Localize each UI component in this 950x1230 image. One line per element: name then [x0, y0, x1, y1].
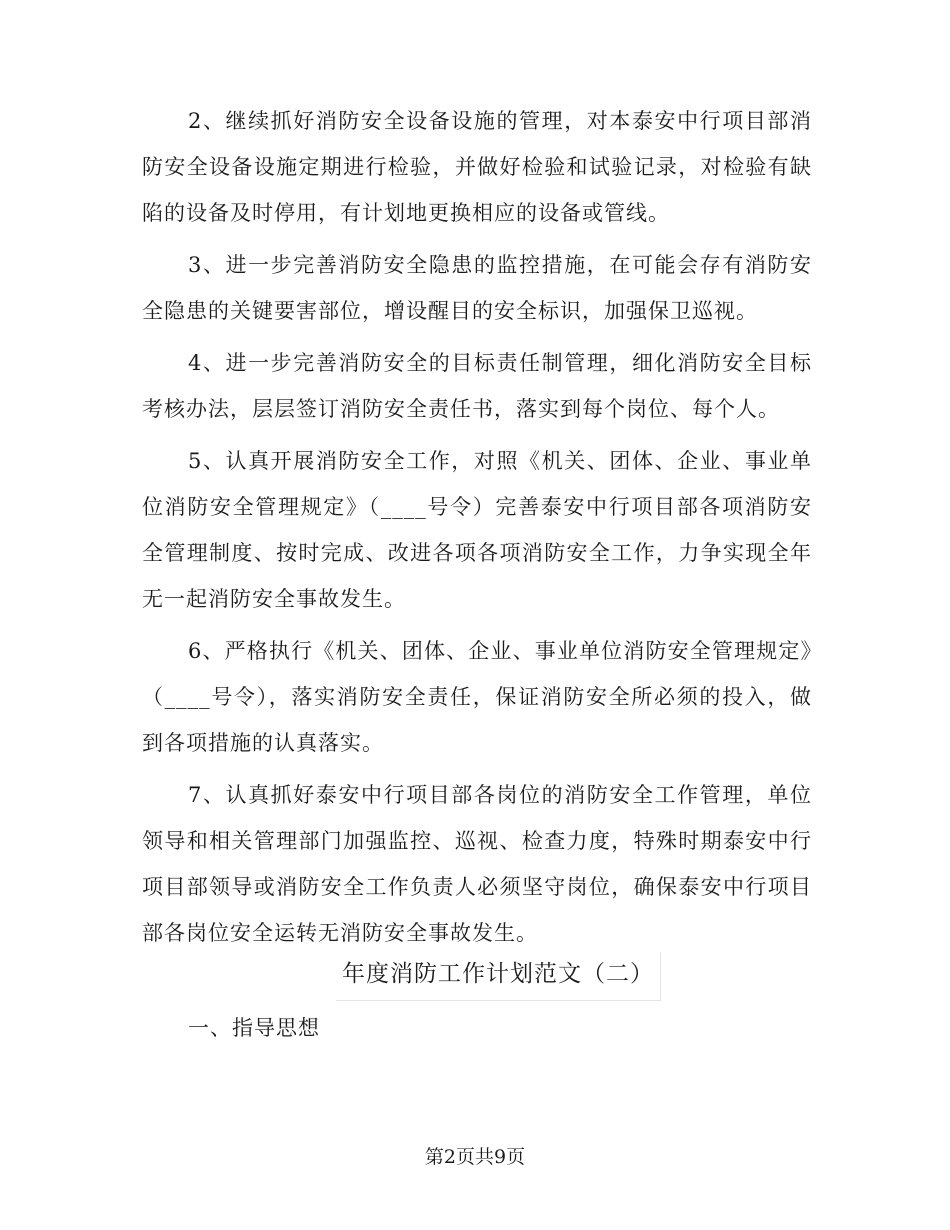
- section-title: 年度消防工作计划范文（二）: [336, 952, 661, 1001]
- paragraph-item-2: 2、继续抓好消防安全设备设施的管理，对本泰安中行项目部消防安全设备设施定期进行检验，并做好检验和试验记录，对检验有缺陷的设备及时停用，有计划地更换相应的设备或管线。: [142, 109, 812, 225]
- section-heading: 一、指导思想: [188, 1016, 320, 1040]
- paragraph-item-6: 6、严格执行《机关、团体、企业、事业单位消防安全管理规定》（____号令），落实消防安全责任，保证消防安全所必须的投入，做到各项措施的认真落实。: [142, 639, 812, 755]
- paragraph-item-7: 7、认真抓好泰安中行项目部各岗位的消防安全工作管理，单位领导和相关管理部门加强监控、巡视、检查力度，特殊时期泰安中行项目部领导或消防安全工作负责人必须坚守岗位，确保泰安中行项目部各岗位安全运转无消防安全事故发生。: [142, 783, 812, 945]
- page-number: 第2页共9页: [424, 1146, 526, 1168]
- paragraph-item-5: 5、认真开展消防安全工作，对照《机关、团体、企业、事业单位消防安全管理规定》（____号令）完善泰安中行项目部各项消防安全管理制度、按时完成、改进各项各项消防安全工作，力争实现全年无一起消防安全事故发生。: [142, 449, 812, 611]
- paragraph-item-3: 3、进一步完善消防安全隐患的监控措施，在可能会存有消防安全隐患的关键要害部位，增设醒目的安全标识，加强保卫巡视。: [142, 253, 812, 323]
- paragraph-item-4: 4、进一步完善消防安全的目标责任制管理，细化消防安全目标考核办法，层层签订消防安全责任书，落实到每个岗位、每个人。: [142, 351, 812, 421]
- body-text: [142, 98, 812, 962]
